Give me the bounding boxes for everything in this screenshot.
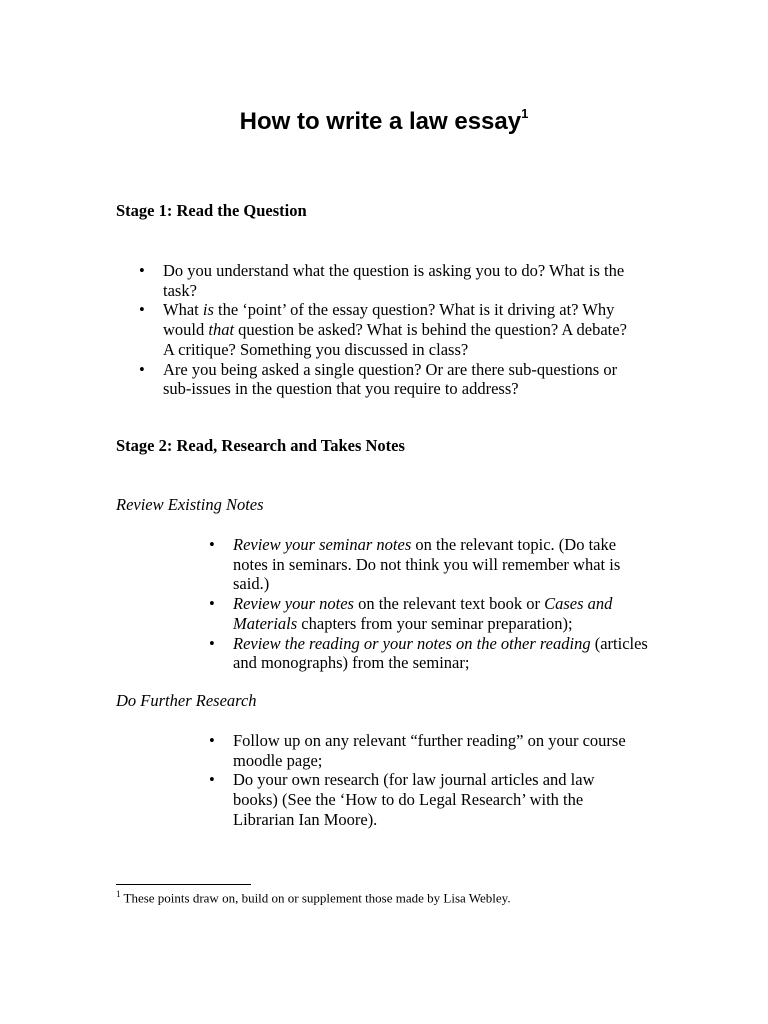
footnote bbox=[116, 889, 511, 906]
bullet-glyph: • bbox=[209, 770, 215, 790]
bullet-glyph: • bbox=[209, 731, 215, 750]
list-item-emphasis-that: that bbox=[208, 320, 235, 340]
list-item-emphasis: Review the reading or your notes on the other reading bbox=[233, 633, 591, 653]
list-item bbox=[139, 261, 639, 300]
bullet-glyph: • bbox=[209, 594, 215, 614]
list-item-emphasis-is: is bbox=[202, 300, 214, 320]
bullet-glyph: • bbox=[209, 633, 215, 653]
list-item-emphasis: Review your seminar notes bbox=[233, 535, 412, 554]
list-item-emphasis: Review your notes bbox=[233, 594, 354, 614]
list-item-text: on the relevant text book or bbox=[353, 594, 545, 614]
list-item-text: on the relevant topic. (Do take notes in seminars. Do not think you will remember what is said.) bbox=[233, 535, 621, 594]
list-item bbox=[209, 594, 655, 633]
list-item-emphasis-2: Cases and Materials bbox=[233, 594, 613, 633]
further-research-list bbox=[209, 731, 629, 830]
list-item bbox=[209, 634, 655, 673]
list-item-text-a: What bbox=[163, 300, 203, 320]
review-notes-list bbox=[209, 535, 655, 673]
list-item-text-e: question be asked? What is behind the question? A debate? A critique? Something you discussed in class? bbox=[163, 320, 627, 359]
list-item bbox=[209, 770, 629, 829]
list-item-text: Are you being asked a single question? Or are there sub-questions or sub-issues in the question that you require to address? bbox=[163, 359, 618, 399]
stage2-heading: Stage 2: Read, Research and Takes Notes bbox=[116, 436, 405, 455]
footnote-mark: 1 bbox=[116, 889, 121, 899]
title-text: How to write a law essay bbox=[239, 108, 522, 135]
title-footnote-mark: 1 bbox=[521, 106, 529, 121]
bullet-glyph: • bbox=[209, 535, 215, 554]
list-item bbox=[209, 535, 655, 594]
further-research-subheading: Do Further Research bbox=[116, 691, 257, 710]
stage1-list bbox=[139, 261, 639, 399]
footnote-divider bbox=[116, 884, 251, 885]
bullet-glyph: • bbox=[139, 261, 145, 280]
list-item-text: (articles and monographs) from the seminar; bbox=[233, 633, 648, 673]
bullet-glyph: • bbox=[139, 359, 145, 379]
footnote-text: These points draw on, build on or supplement those made by Lisa Webley. bbox=[120, 890, 511, 906]
bullet-glyph: • bbox=[139, 300, 145, 320]
review-existing-notes-subheading: Review Existing Notes bbox=[116, 495, 264, 514]
list-item-text-rest: chapters from your seminar preparation); bbox=[297, 613, 573, 633]
list-item-text: Do your own research (for law journal articles and law books) (See the ‘How to do Legal Research’ with the Librarian Ian Moore). bbox=[233, 770, 595, 829]
list-item-text: Do you understand what the question is asking you to do? What is the task? bbox=[163, 261, 625, 300]
list-item bbox=[209, 731, 629, 770]
page-title bbox=[0, 100, 768, 138]
list-item-text: Follow up on any relevant “further reading” on your course moodle page; bbox=[233, 731, 626, 770]
list-item bbox=[139, 300, 639, 359]
stage1-heading: Stage 1: Read the Question bbox=[116, 201, 307, 220]
list-item-text-c: the ‘point’ of the essay question? What is it driving at? Why would bbox=[163, 300, 615, 340]
list-item bbox=[139, 360, 639, 399]
